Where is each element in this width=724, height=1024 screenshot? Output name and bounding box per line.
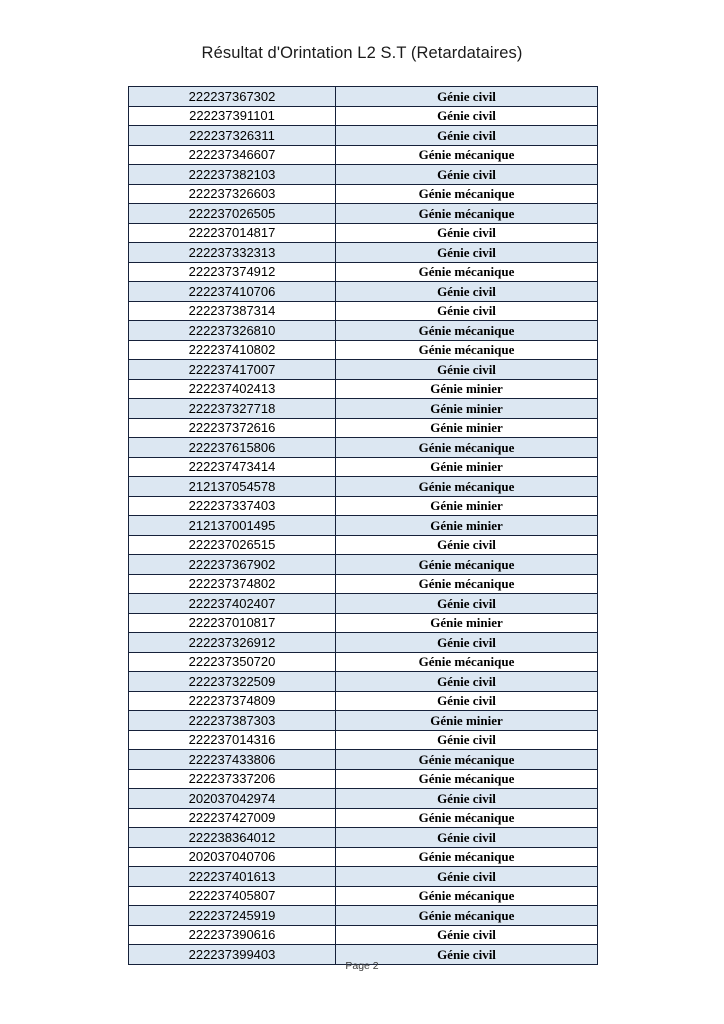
table-row <box>129 613 598 633</box>
cell-filiere: Génie minier <box>336 613 598 633</box>
cell-matricule: 222237245919 <box>129 906 336 926</box>
table-row <box>129 906 598 926</box>
cell-filiere: Génie civil <box>336 925 598 945</box>
cell-matricule: 222237401613 <box>129 867 336 887</box>
cell-matricule: 222237322509 <box>129 672 336 692</box>
cell-matricule: 202037040706 <box>129 847 336 867</box>
cell-filiere: Génie mécanique <box>336 145 598 165</box>
cell-filiere: Génie minier <box>336 496 598 516</box>
cell-matricule: 212137001495 <box>129 516 336 536</box>
cell-matricule: 222237026515 <box>129 535 336 555</box>
table-row <box>129 126 598 146</box>
cell-matricule: 222237382103 <box>129 165 336 185</box>
cell-matricule: 222237374809 <box>129 691 336 711</box>
cell-filiere: Génie mécanique <box>336 477 598 497</box>
cell-matricule: 222237326603 <box>129 184 336 204</box>
table-row <box>129 925 598 945</box>
cell-filiere: Génie civil <box>336 672 598 692</box>
table-row <box>129 516 598 536</box>
table-row <box>129 418 598 438</box>
table-row <box>129 262 598 282</box>
cell-matricule: 222237367302 <box>129 87 336 107</box>
table-row <box>129 691 598 711</box>
cell-filiere: Génie civil <box>336 301 598 321</box>
table-row <box>129 340 598 360</box>
table-row <box>129 438 598 458</box>
cell-matricule: 222237402413 <box>129 379 336 399</box>
cell-matricule: 222237410706 <box>129 282 336 302</box>
cell-matricule: 222237026505 <box>129 204 336 224</box>
cell-filiere: Génie civil <box>336 828 598 848</box>
cell-matricule: 222237390616 <box>129 925 336 945</box>
cell-matricule: 222238364012 <box>129 828 336 848</box>
table-row <box>129 184 598 204</box>
table-row <box>129 867 598 887</box>
cell-filiere: Génie minier <box>336 711 598 731</box>
cell-matricule: 222237427009 <box>129 808 336 828</box>
cell-matricule: 222237402407 <box>129 594 336 614</box>
cell-filiere: Génie civil <box>336 691 598 711</box>
table-row <box>129 360 598 380</box>
results-table <box>128 86 598 965</box>
table-row <box>129 535 598 555</box>
cell-matricule: 222237346607 <box>129 145 336 165</box>
cell-filiere: Génie mécanique <box>336 262 598 282</box>
cell-filiere: Génie mécanique <box>336 750 598 770</box>
cell-filiere: Génie mécanique <box>336 847 598 867</box>
cell-matricule: 222237337206 <box>129 769 336 789</box>
cell-filiere: Génie mécanique <box>336 340 598 360</box>
table-row <box>129 379 598 399</box>
cell-filiere: Génie civil <box>336 165 598 185</box>
table-row <box>129 87 598 107</box>
cell-filiere: Génie mécanique <box>336 886 598 906</box>
table-row <box>129 750 598 770</box>
cell-filiere: Génie mécanique <box>336 769 598 789</box>
table-row <box>129 321 598 341</box>
table-row <box>129 477 598 497</box>
table-row <box>129 145 598 165</box>
table-row <box>129 633 598 653</box>
cell-filiere: Génie mécanique <box>336 184 598 204</box>
cell-filiere: Génie civil <box>336 633 598 653</box>
cell-matricule: 222237391101 <box>129 106 336 126</box>
cell-matricule: 222237615806 <box>129 438 336 458</box>
cell-filiere: Génie mécanique <box>336 906 598 926</box>
cell-filiere: Génie civil <box>336 867 598 887</box>
cell-matricule: 222237387314 <box>129 301 336 321</box>
cell-matricule: 222237014817 <box>129 223 336 243</box>
cell-matricule: 222237010817 <box>129 613 336 633</box>
cell-filiere: Génie mécanique <box>336 808 598 828</box>
cell-filiere: Génie civil <box>336 730 598 750</box>
cell-matricule: 222237332313 <box>129 243 336 263</box>
cell-filiere: Génie minier <box>336 399 598 419</box>
cell-matricule: 222237326912 <box>129 633 336 653</box>
cell-filiere: Génie minier <box>336 418 598 438</box>
cell-filiere: Génie civil <box>336 789 598 809</box>
cell-matricule: 202037042974 <box>129 789 336 809</box>
cell-matricule: 222237327718 <box>129 399 336 419</box>
cell-matricule: 222237433806 <box>129 750 336 770</box>
cell-filiere: Génie civil <box>336 223 598 243</box>
cell-matricule: 222237014316 <box>129 730 336 750</box>
cell-matricule: 222237417007 <box>129 360 336 380</box>
table-row <box>129 769 598 789</box>
table-row <box>129 165 598 185</box>
table-row <box>129 555 598 575</box>
cell-matricule: 222237374802 <box>129 574 336 594</box>
cell-filiere: Génie civil <box>336 87 598 107</box>
cell-filiere: Génie civil <box>336 282 598 302</box>
cell-matricule: 222237372616 <box>129 418 336 438</box>
cell-matricule: 222237326810 <box>129 321 336 341</box>
cell-matricule: 222237387303 <box>129 711 336 731</box>
cell-matricule: 222237410802 <box>129 340 336 360</box>
cell-matricule: 222237350720 <box>129 652 336 672</box>
table-row <box>129 243 598 263</box>
cell-filiere: Génie civil <box>336 535 598 555</box>
table-row <box>129 106 598 126</box>
table-row <box>129 594 598 614</box>
cell-filiere: Génie minier <box>336 457 598 477</box>
table-row <box>129 204 598 224</box>
results-table-body <box>129 87 598 965</box>
results-table-container <box>128 86 597 965</box>
cell-filiere: Génie minier <box>336 516 598 536</box>
table-row <box>129 457 598 477</box>
cell-matricule: 222237405807 <box>129 886 336 906</box>
cell-filiere: Génie mécanique <box>336 652 598 672</box>
cell-filiere: Génie civil <box>336 243 598 263</box>
table-row <box>129 574 598 594</box>
table-row <box>129 730 598 750</box>
table-row <box>129 223 598 243</box>
table-row <box>129 847 598 867</box>
cell-filiere: Génie civil <box>336 594 598 614</box>
table-row <box>129 672 598 692</box>
cell-filiere: Génie civil <box>336 106 598 126</box>
cell-matricule: 222237337403 <box>129 496 336 516</box>
table-row <box>129 282 598 302</box>
table-row <box>129 652 598 672</box>
table-row <box>129 828 598 848</box>
cell-matricule: 222237326311 <box>129 126 336 146</box>
table-row <box>129 886 598 906</box>
table-row <box>129 711 598 731</box>
cell-filiere: Génie mécanique <box>336 574 598 594</box>
cell-filiere: Génie mécanique <box>336 321 598 341</box>
cell-filiere: Génie minier <box>336 379 598 399</box>
cell-filiere: Génie mécanique <box>336 204 598 224</box>
page-footer: Page 2 <box>345 960 379 972</box>
cell-filiere: Génie mécanique <box>336 555 598 575</box>
cell-filiere: Génie civil <box>336 360 598 380</box>
cell-filiere: Génie mécanique <box>336 438 598 458</box>
cell-matricule: 222237374912 <box>129 262 336 282</box>
page-title: Résultat d'Orintation L2 S.T (Retardataires) <box>201 44 523 62</box>
cell-matricule: 222237367902 <box>129 555 336 575</box>
table-row <box>129 789 598 809</box>
cell-matricule: 212137054578 <box>129 477 336 497</box>
cell-matricule: 222237473414 <box>129 457 336 477</box>
table-row <box>129 496 598 516</box>
cell-matricule: 222237399403 <box>129 945 336 965</box>
table-row <box>129 808 598 828</box>
table-row <box>129 301 598 321</box>
cell-filiere: Génie civil <box>336 126 598 146</box>
cell-filiere: Génie civil <box>336 945 598 965</box>
table-row <box>129 399 598 419</box>
